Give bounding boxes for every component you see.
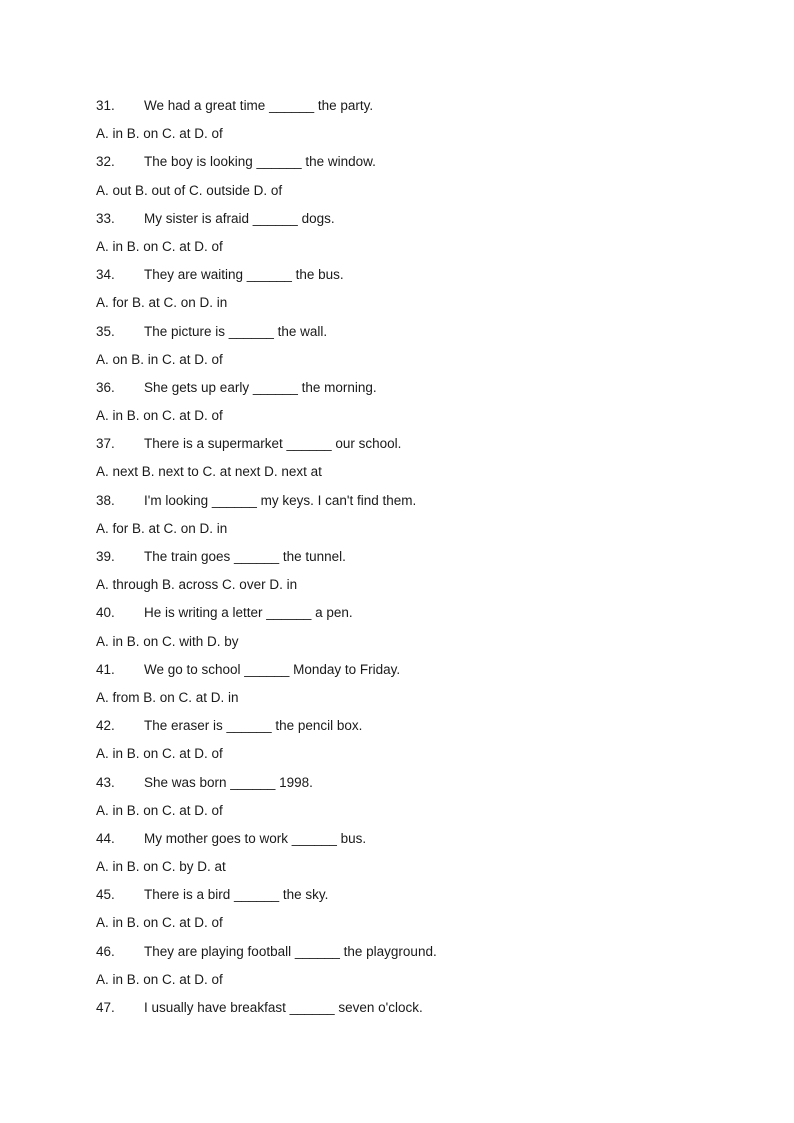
options-line: [96, 402, 736, 430]
question-text: She was born ______ 1998.: [144, 774, 313, 790]
answer-options: A. next B. next to C. at next D. next at: [96, 464, 322, 480]
answer-options: A. in B. on C. at D. of: [96, 802, 223, 818]
question-text: She gets up early ______ the morning.: [144, 379, 377, 395]
question-number: 41.: [96, 661, 115, 677]
question-number: 33.: [96, 210, 115, 226]
question-line: [96, 881, 736, 909]
options-line: [96, 684, 736, 712]
question-number: 31.: [96, 98, 115, 113]
question-number: 45.: [96, 887, 115, 903]
options-line: [96, 853, 736, 881]
question-number: 43.: [96, 774, 115, 790]
question-line: [96, 656, 736, 684]
question-number: 40.: [96, 605, 115, 621]
question-line: [96, 92, 736, 120]
question-text: We go to school ______ Monday to Friday.: [144, 661, 401, 677]
options-line: [96, 571, 736, 599]
question-text: My sister is afraid ______ dogs.: [144, 210, 335, 226]
question-line: [96, 374, 736, 402]
options-line: [96, 458, 736, 486]
options-line: [96, 909, 736, 937]
question-line: [96, 261, 736, 289]
question-text: I'm looking ______ my keys. I can't find them.: [144, 492, 417, 508]
answer-options: A. for B. at C. on D. in: [96, 520, 228, 536]
options-line: [96, 177, 736, 205]
options-line: [96, 346, 736, 374]
question-line: [96, 825, 736, 853]
options-line: [96, 966, 736, 994]
answer-options: A. from B. on C. at D. in: [96, 689, 239, 705]
question-text: He is writing a letter ______ a pen.: [144, 605, 353, 621]
question-line: [96, 487, 736, 515]
question-text: There is a bird ______ the sky.: [144, 887, 329, 903]
options-line: [96, 628, 736, 656]
options-line: [96, 740, 736, 768]
question-number: 35.: [96, 323, 115, 339]
question-number: 42.: [96, 718, 115, 734]
answer-options: A. in B. on C. at D. of: [96, 746, 223, 762]
options-line: [96, 233, 736, 261]
question-text: They are playing football ______ the playground.: [144, 943, 437, 959]
question-number: 38.: [96, 492, 115, 508]
question-text: There is a supermarket ______ our school.: [144, 436, 402, 452]
question-line: [96, 543, 736, 571]
answer-options: A. in B. on C. by D. at: [96, 859, 226, 875]
question-text: The train goes ______ the tunnel.: [144, 549, 346, 564]
question-text: My mother goes to work ______ bus.: [144, 830, 367, 846]
options-line: [96, 515, 736, 543]
question-text: I usually have breakfast ______ seven o'clock.: [144, 1000, 423, 1015]
question-number: 46.: [96, 943, 115, 959]
question-number: 47.: [96, 1000, 115, 1015]
answer-options: A. in B. on C. at D. of: [96, 971, 223, 987]
question-text: The boy is looking ______ the window.: [144, 154, 376, 170]
answer-options: A. in B. on C. at D. of: [96, 915, 223, 931]
question-line: [96, 205, 736, 233]
answer-options: A. on B. in C. at D. of: [96, 351, 223, 367]
answer-options: A. in B. on C. at D. of: [96, 126, 223, 142]
answer-options: A. in B. on C. with D. by: [96, 633, 239, 649]
question-line: [96, 318, 736, 346]
answer-options: A. through B. across C. over D. in: [96, 577, 298, 593]
answer-options: A. in B. on C. at D. of: [96, 238, 223, 254]
question-list: [96, 92, 736, 1022]
question-text: The eraser is ______ the pencil box.: [144, 718, 363, 734]
question-line: [96, 938, 736, 966]
question-line: [96, 712, 736, 740]
answer-options: A. in B. on C. at D. of: [96, 408, 223, 424]
question-line: [96, 430, 736, 458]
answer-options: A. for B. at C. on D. in: [96, 295, 228, 311]
question-number: 32.: [96, 154, 115, 170]
question-line: [96, 148, 736, 176]
question-text: They are waiting ______ the bus.: [144, 267, 344, 283]
question-number: 39.: [96, 549, 115, 564]
question-line: [96, 994, 736, 1022]
question-text: The picture is ______ the wall.: [144, 323, 328, 339]
question-number: 34.: [96, 267, 115, 283]
options-line: [96, 120, 736, 148]
question-line: [96, 599, 736, 627]
question-text: We had a great time ______ the party.: [144, 98, 374, 113]
options-line: [96, 289, 736, 317]
question-line: [96, 769, 736, 797]
question-number: 37.: [96, 436, 115, 452]
question-number: 44.: [96, 830, 115, 846]
options-line: [96, 797, 736, 825]
answer-options: A. out B. out of C. outside D. of: [96, 182, 283, 198]
question-number: 36.: [96, 379, 115, 395]
